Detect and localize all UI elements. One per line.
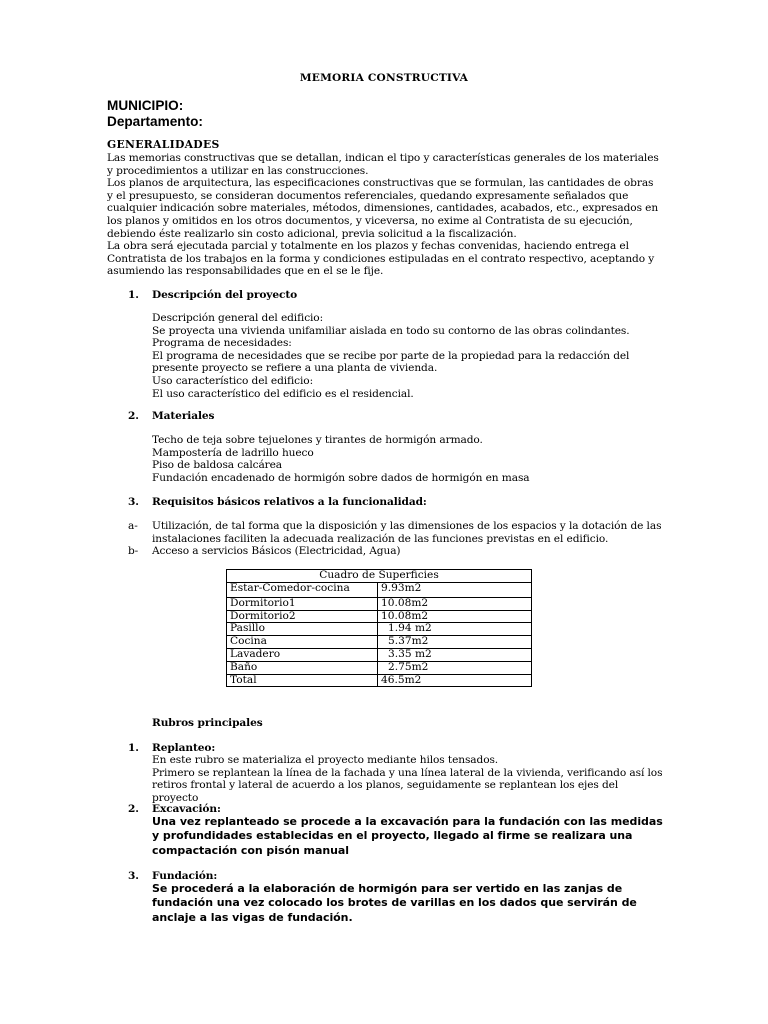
section-heading: Descripción del proyecto — [152, 289, 298, 301]
rubro-number: 1. — [128, 742, 139, 754]
section-line: El uso característico del edificio es el residencial. — [152, 387, 414, 400]
room-cell: Total — [227, 674, 378, 687]
room-cell: Baño — [227, 661, 378, 674]
table-row — [227, 597, 532, 610]
item-text: Acceso a servicios Básicos (Electricidad, Agua) — [152, 545, 401, 557]
room-cell: Dormitorio2 — [227, 610, 378, 623]
table-row — [227, 661, 532, 674]
section-body — [152, 312, 662, 400]
generalidades-heading: GENERALIDADES — [107, 138, 220, 151]
generalidades-paragraph: Los planos de arquitectura, las especificaciones constructivas que se formulan, las cantidades de obras y el presupuesto, se consideran documentos referenciales, quedando expresamente señalados que cualquier indicación sobre materiales, métodos, dimensiones, cantidades, acabados, etc., expresados en los planos y omitidos en los otros documentos, y viceversa, no exime al Contratista de su ejecución, debiendo éste realizarlo sin costo adicional, previa solicitud a la fiscalización. — [107, 177, 659, 240]
rubro-line: Primero se replantean la línea de la fachada y una línea lateral de la vivienda, verificando así los retiros frontal y lateral de acuerdo a los planos, seguidamente se replantean los ejes del proyecto — [152, 766, 663, 804]
rubro-line: En este rubro se materializa el proyecto mediante hilos tensados. — [152, 754, 499, 766]
superficies-table — [226, 569, 532, 687]
room-cell: Pasillo — [227, 623, 378, 636]
area-cell: 5.37m2 — [378, 636, 532, 649]
section-heading: Materiales — [152, 410, 215, 422]
area-cell: 1.94 m2 — [378, 623, 532, 636]
rubros-heading: Rubros principales — [152, 717, 263, 729]
area-cell: 3.35 m2 — [378, 648, 532, 661]
section-line: Descripción general del edificio: — [152, 312, 324, 324]
table-row — [227, 648, 532, 661]
rubro-heading: Fundación: — [152, 870, 218, 882]
item-mark: a- — [128, 520, 138, 532]
area-cell: 10.08m2 — [378, 610, 532, 623]
section-line: Mampostería de ladrillo hueco — [152, 446, 314, 459]
area-cell: 46.5m2 — [378, 674, 532, 687]
section-line: Techo de teja sobre tejuelones y tirantes de hormigón armado. — [152, 434, 483, 446]
rubro-heading: Excavación: — [152, 803, 221, 815]
item-mark: b- — [128, 545, 139, 557]
section-line: Fundación encadenado de hormigón sobre dados de hormigón en masa — [152, 471, 530, 484]
section-line: Se proyecta una vivienda unifamiliar aislada en todo su contorno de las obras colindantes. — [152, 324, 630, 337]
rubro-body — [152, 754, 667, 804]
table-header-row — [227, 570, 532, 583]
section-number: 3. — [128, 496, 139, 508]
rubro-text: Una vez replanteado se procede a la excavación para la fundación con las medidas y profundidades establecidas en el proyecto, llegado al firme se realizara una compactación con pisón manual — [152, 815, 663, 857]
location-header — [107, 98, 203, 130]
table-row — [227, 623, 532, 636]
rubro-heading: Replanteo: — [152, 742, 216, 754]
room-cell: Dormitorio1 — [227, 597, 378, 610]
rubro-number: 3. — [128, 870, 139, 882]
section-line: Programa de necesidades: — [152, 337, 292, 350]
generalidades-paragraph: Las memorias constructivas que se detallan, indican el tipo y características generales de los materiales y procedimientos a utilizar en las construcciones. — [107, 152, 659, 177]
table-row — [227, 610, 532, 623]
room-cell: Cocina — [227, 636, 378, 649]
municipio-label: MUNICIPIO: — [107, 98, 184, 113]
section-line: Uso característico del edificio: — [152, 374, 314, 387]
table-row — [227, 636, 532, 649]
item-text: Utilización, de tal forma que la disposición y las dimensiones de los espacios y la dotación de las instalaciones faciliten la adecuada realización de las funciones previstas en el edificio. — [152, 520, 662, 545]
table-row — [227, 674, 532, 687]
rubro-text: Se procederá a la elaboración de hormigón para ser vertido en las zanjas de fundación una vez colocado los brotes de varillas en los dados que servirán de anclaje a las vigas de fundación. — [152, 882, 637, 924]
generalidades-body — [107, 152, 662, 278]
area-cell: 10.08m2 — [378, 597, 532, 610]
rubro-number: 2. — [128, 803, 139, 815]
table-row — [227, 582, 532, 597]
area-cell: 2.75m2 — [378, 661, 532, 674]
room-cell: Lavadero — [227, 648, 378, 661]
room-cell: Estar-Comedor-cocina — [227, 582, 378, 597]
section-number: 1. — [128, 289, 139, 301]
table-header: Cuadro de Superficies — [227, 570, 532, 583]
section-number: 2. — [128, 410, 139, 422]
section-heading: Requisitos básicos relativos a la funcionalidad: — [152, 496, 427, 508]
generalidades-paragraph: La obra será ejecutada parcial y totalmente en los plazos y fechas convenidas, haciendo entrega el Contratista de los trabajos en la forma y condiciones estipuladas en el contrato respectivo, aceptando y asumiendo las responsabilidades que en el se le fije. — [107, 240, 655, 278]
section-line: El programa de necesidades que se recibe por parte de la propiedad para la redacción del presente proyecto se refiere a una planta de vivienda. — [152, 349, 630, 375]
area-cell: 9.93m2 — [378, 582, 532, 597]
document-title: MEMORIA CONSTRUCTIVA — [299, 72, 469, 84]
section-body — [152, 434, 662, 484]
section-line: Piso de baldosa calcárea — [152, 459, 283, 472]
departamento-label: Departamento: — [107, 114, 203, 129]
